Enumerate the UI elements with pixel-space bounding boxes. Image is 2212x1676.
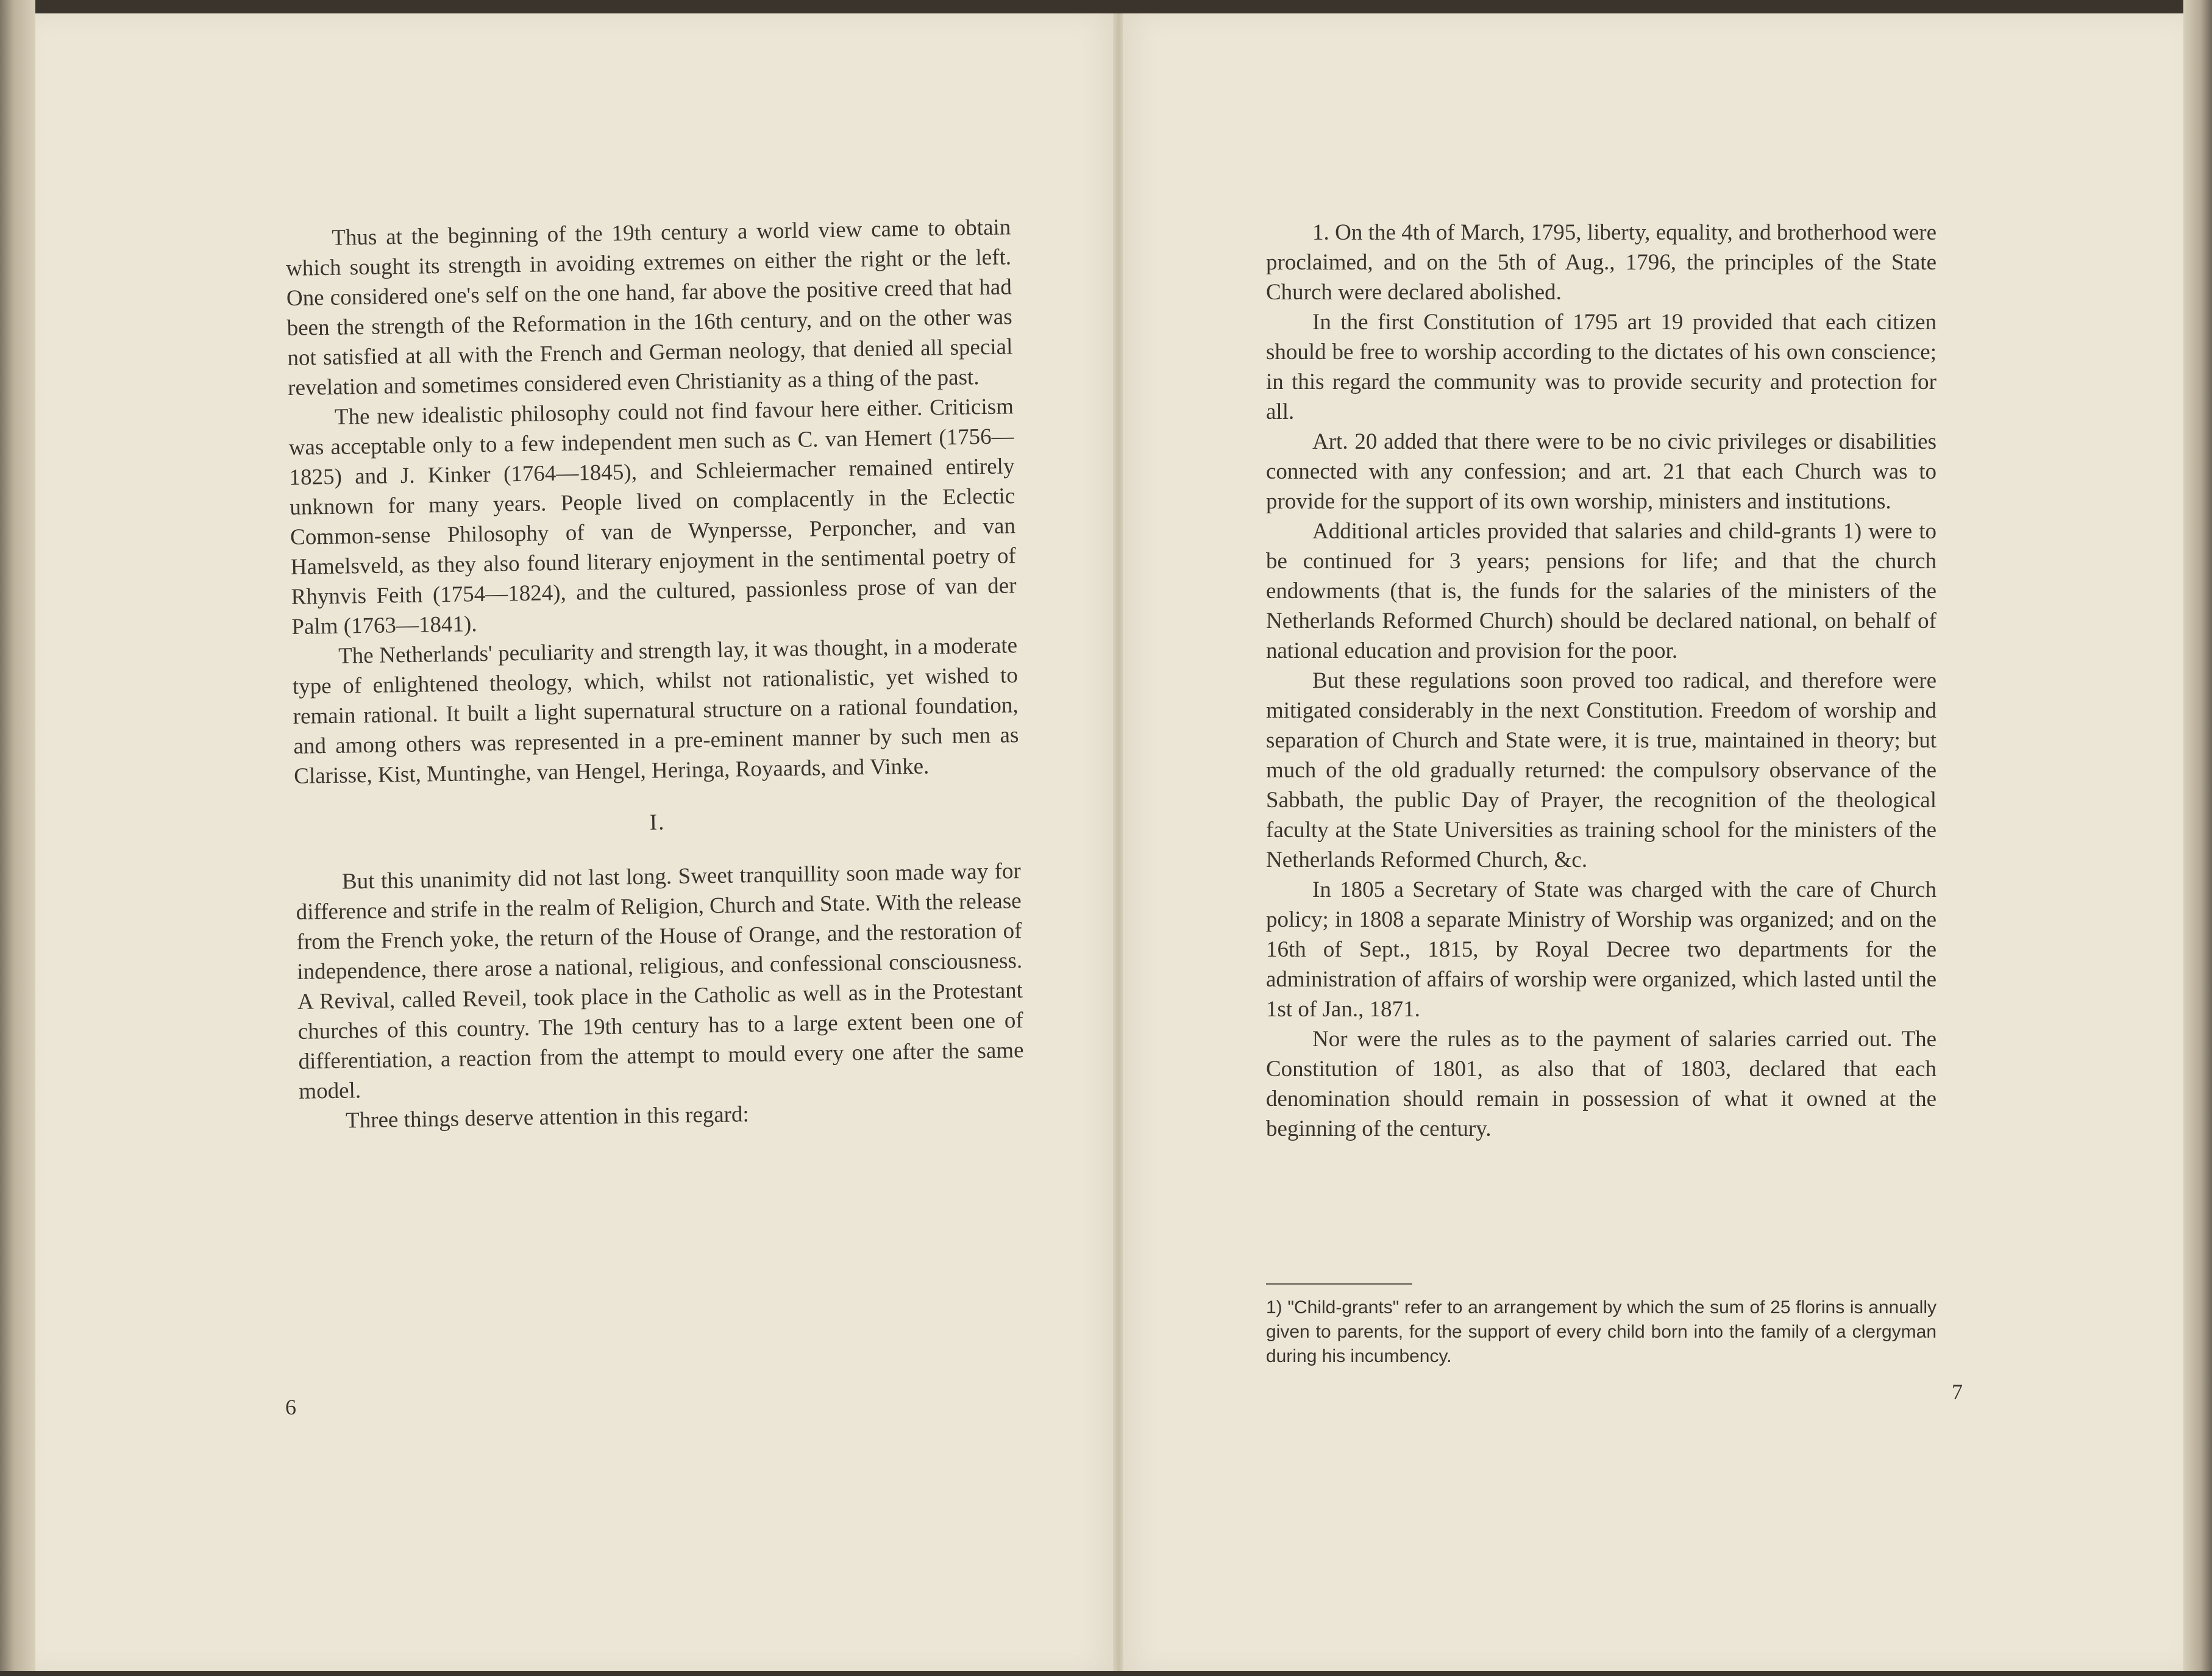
- left-paragraph-5: Three things deserve attention in this regard:: [345, 1102, 750, 1133]
- section-heading: I.: [649, 810, 666, 835]
- right-paragraph-5: But these regulations soon proved too radical, and therefore were mitigated considerably in the next Constitution. Freedom of worship and separation of Church and State were, it is true, maintained in theory; but much of the old gradually returned: the compulsory observance of the Sabbath, the public Day of Prayer, the recognition of the theological faculty at the State Universities as training school for the ministers of the Netherlands Reformed Church, &c.: [1266, 668, 1936, 872]
- right-paragraph-4: Additional articles provided that salaries and child-grants 1) were to be continued for 3 years; pensions for life; and that the church endowments (that is, the funds for the salaries of the ministers of the Netherlands Reformed Church) should be declared national, on behalf of national education and provision for the poor.: [1266, 519, 1936, 663]
- right-page-number: 7: [1952, 1380, 1963, 1404]
- right-paragraph-7: Nor were the rules as to the payment of salaries carried out. The Constitution of 1801, as also that of 1803, declared that each denomination should remain in possession of what it owned at the beginning of the century.: [1266, 1027, 1936, 1141]
- footnote: 1) "Child-grants" refer to an arrangement by which the sum of 25 florins is annually given to parents, for the support of every child born into the family of a clergyman during his incumbency.: [1266, 1297, 1936, 1366]
- footnote-rule: [1266, 1283, 1412, 1285]
- bottom-edge: [0, 1671, 2212, 1676]
- left-paragraph-2: The new idealistic philosophy could not find favour here either. Criticism was acceptable only to a few independent men such as C. van Hemert (1756—1825) and J. Kinker (1764—1845), and Schleiermacher remained entirely unknown for many years. People lived on complacently in the Eclectic Common-sense Philosophy of van de Wynpersse, Perponcher, and van Hamelsveld, as they also found literary enjoyment in the sentimental poetry of Rhynvis Feith (1754—1824), and the cultured, passionless prose of van der Palm (1763—1841).: [288, 394, 1017, 640]
- right-paragraph-2: In the first Constitution of 1795 art 19 provided that each citizen should be free to worship according to the dictates of his own conscience; in this regard the community was to provide security and protection for all.: [1266, 310, 1936, 424]
- left-page: [35, 13, 1114, 1671]
- right-paragraph-6: In 1805 a Secretary of State was charged with the care of Church policy; in 1808 a separate Ministry of Worship was organized; and on the 16th of Sept., 1815, by Royal Decree two departments for the administration of affairs of worship were organized, which lasted until the 1st of Jan., 1871.: [1266, 877, 1936, 1022]
- right-paragraph-1: 1. On the 4th of March, 1795, liberty, equality, and brotherhood were proclaimed, and on the 5th of Aug., 1796, the principles of the State Church were declared abolished.: [1266, 220, 1936, 305]
- right-paragraph-3: Art. 20 added that there were to be no civic privileges or disabilities connected with any confession; and art. 21 that each Church was to provide for the support of its own worship, ministers and institutions.: [1266, 429, 1936, 514]
- right-page: [1123, 13, 2183, 1671]
- left-book-edge: [0, 0, 35, 1676]
- left-paragraph-1: Thus at the beginning of the 19th century a world view came to obtain which sought its strength in avoiding extremes on either the right or the left. One considered one's self on the one hand, far above the positive creed that had been the strength of the Reformation in the 16th century, and on the other was not satisfied at all with the French and German neology, that denied all special revelation and sometimes considered even Christianity as a thing of the past.: [285, 215, 1013, 401]
- left-page-number: 6: [285, 1395, 296, 1419]
- top-edge: [0, 0, 2212, 13]
- left-text-column: [285, 212, 1025, 1136]
- left-paragraph-4: But this unanimity did not last long. Sweet tranquillity soon made way for difference and strife in the realm of Religion, Church and State. With the release from the French yoke, the return of the House of Orange, and the restoration of independence, there arose a national, religious, and confessional consciousness. A Revival, called Reveil, took place in the Catholic as well as in the Protestant churches of this country. The 19th century has to a large extent been one of differentiation, a reaction from the attempt to mould every one after the same model.: [296, 858, 1024, 1104]
- right-book-edge: [2183, 0, 2212, 1676]
- right-text-column: [1266, 218, 1936, 1144]
- left-paragraph-3: The Netherlands' peculiarity and strength lay, it was thought, in a moderate type of enlightened theology, which, whilst not rationalistic, yet wished to remain rational. It built a light supernatural structure on a rational foundation, and among others was represented in a pre-eminent manner by such men as Clarisse, Kist, Muntinghe, van Hengel, Heringa, Royaards, and Vinke.: [292, 633, 1019, 789]
